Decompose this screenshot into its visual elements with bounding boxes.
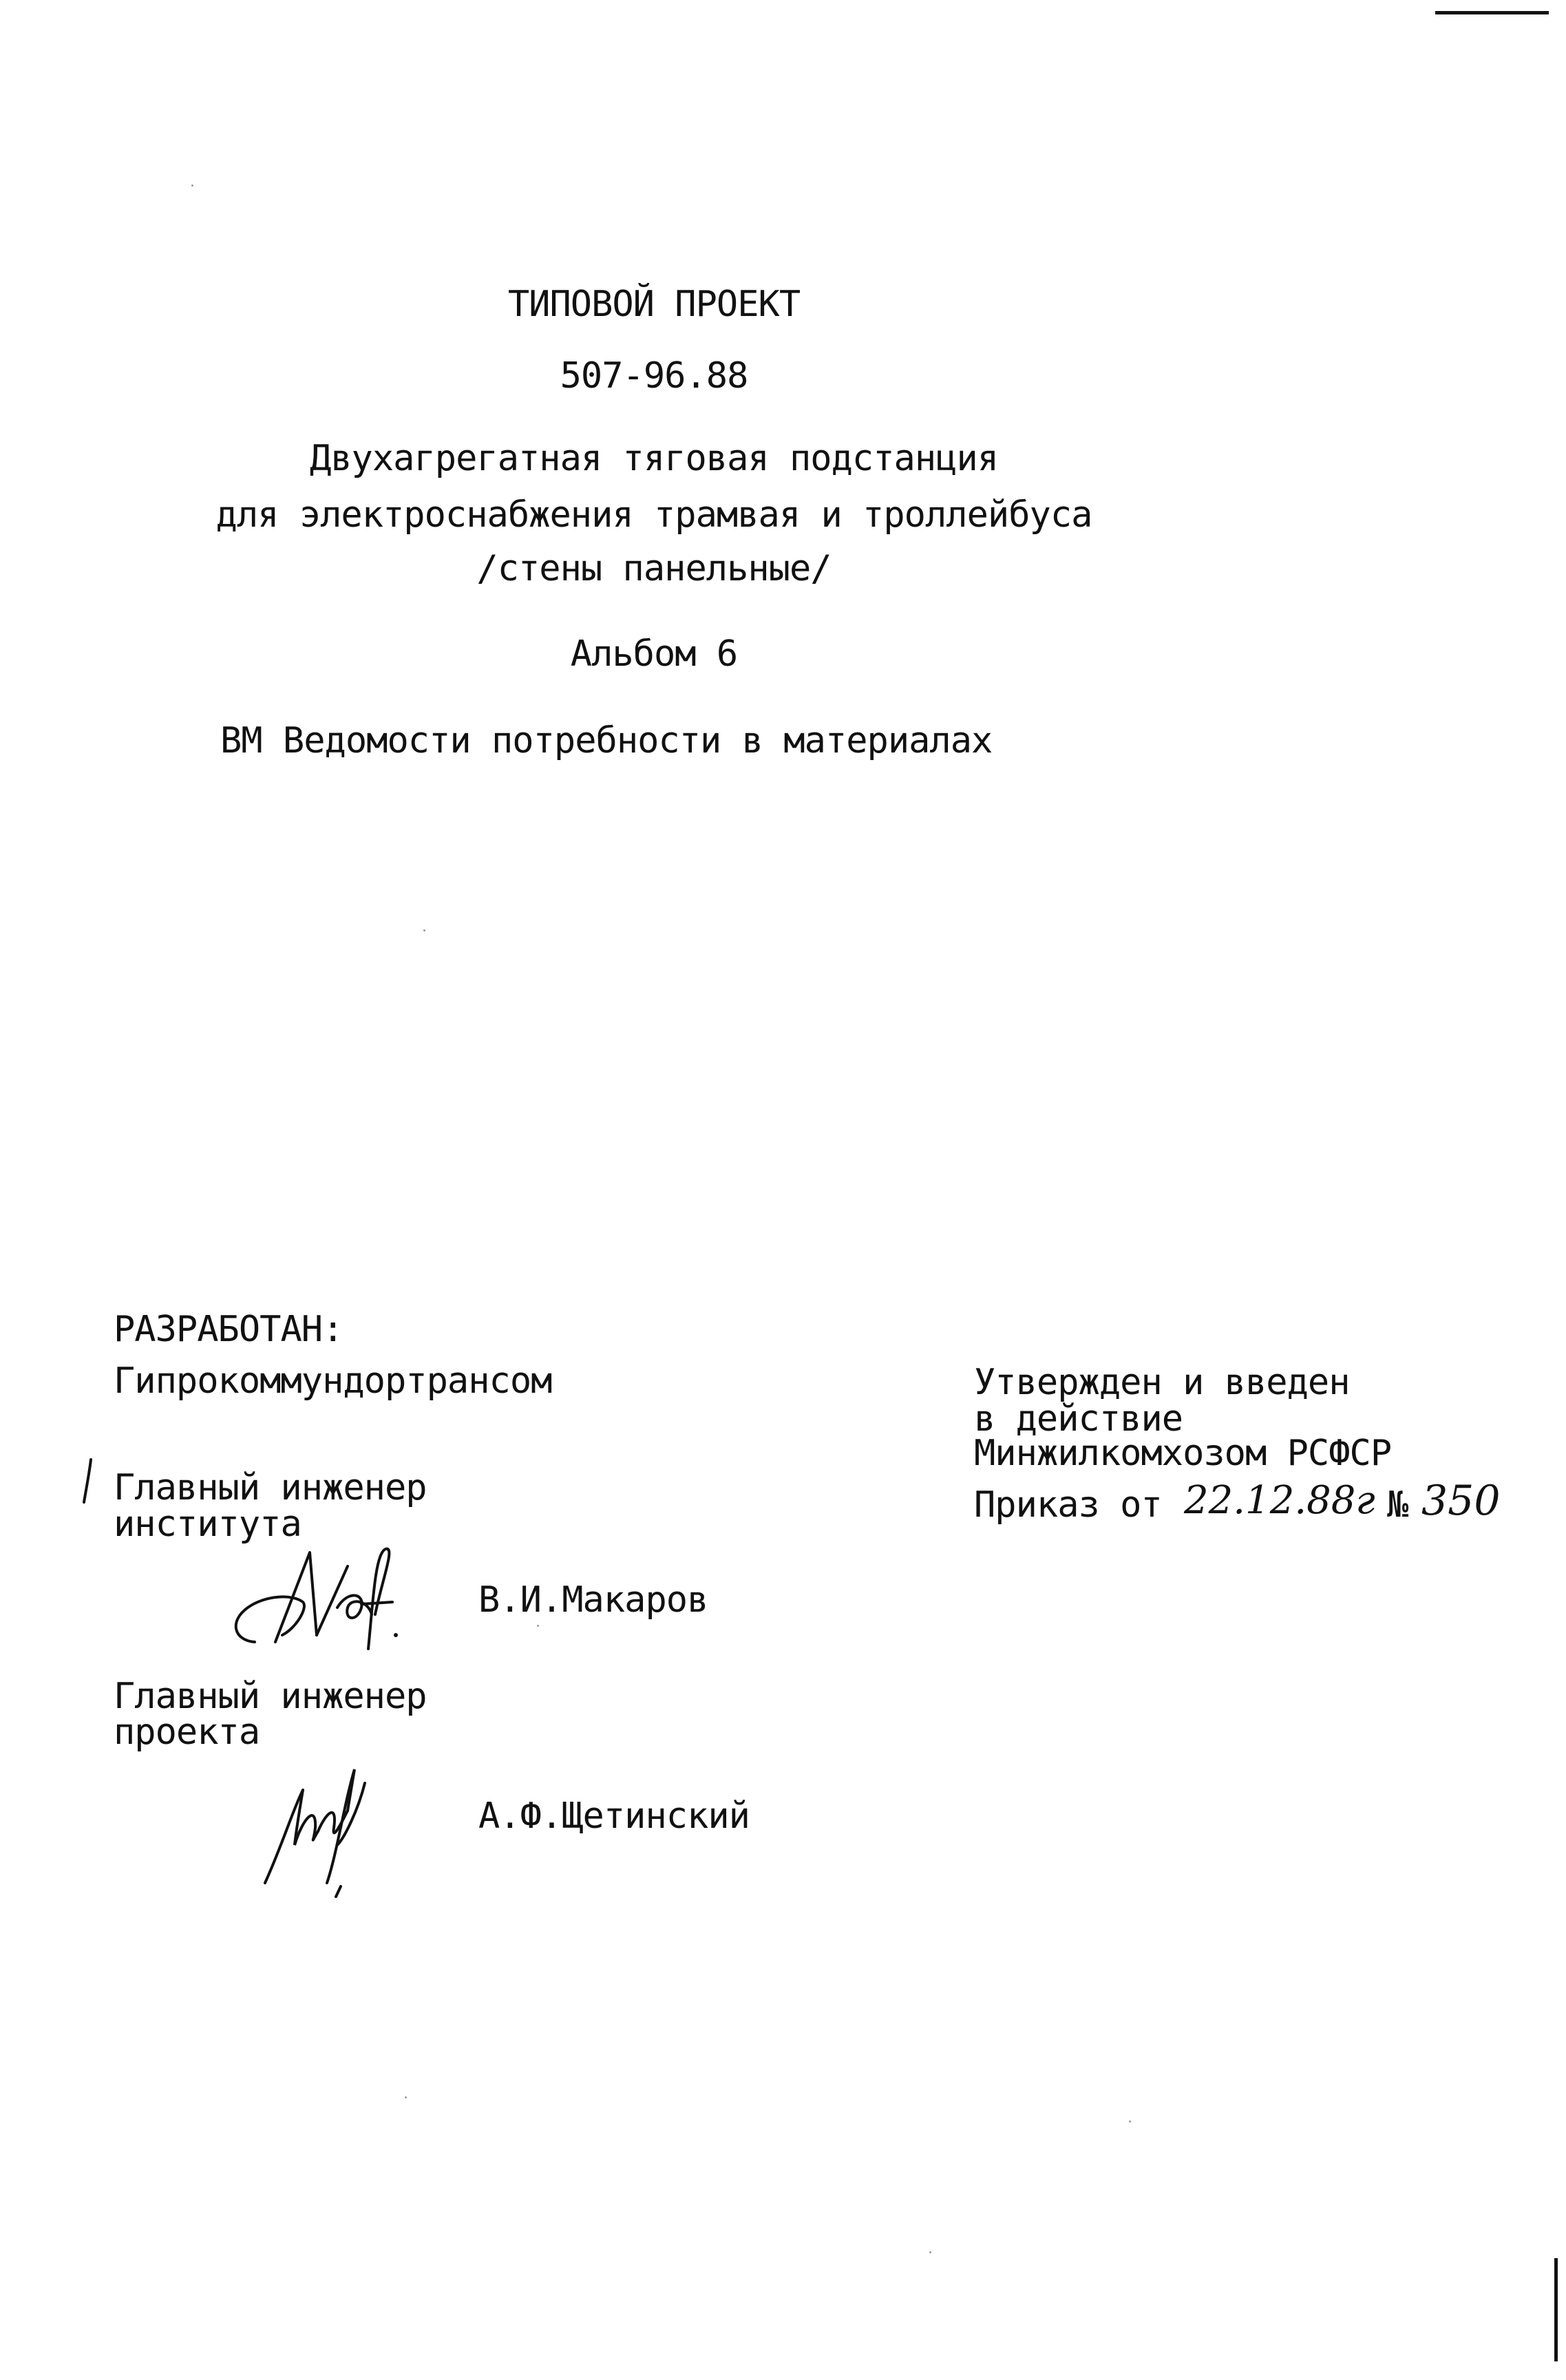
approval-order-prefix: Приказ от bbox=[974, 1484, 1162, 1526]
album-subject: ВМ Ведомости потребности в материалах bbox=[220, 720, 993, 761]
scan-speck bbox=[537, 1625, 539, 1627]
chief-engineer-project-name: А.Ф.Щетинский bbox=[478, 1795, 750, 1837]
project-description-line-2: для электроснабжения трамвая и троллейбуса bbox=[215, 494, 1092, 536]
scan-edge-mark-top bbox=[1435, 11, 1549, 14]
chief-engineer-institute-name: В.И.Макаров bbox=[478, 1579, 708, 1621]
album-number: Альбом 6 bbox=[570, 633, 738, 675]
approval-line-3: Минжилкомхозом РСФСР bbox=[974, 1433, 1392, 1474]
developer-organization: Гипрокоммундортрансом bbox=[114, 1360, 552, 1402]
scan-speck bbox=[191, 185, 193, 187]
approval-line-2: в действие bbox=[974, 1398, 1183, 1440]
project-description-line-3: /стены панельные/ bbox=[476, 548, 832, 589]
margin-pen-mark bbox=[81, 1458, 95, 1504]
approval-order-number-sign: № bbox=[1387, 1484, 1408, 1526]
document-heading: ТИПОВОЙ ПРОЕКТ bbox=[507, 284, 801, 325]
scan-speck bbox=[423, 929, 425, 931]
project-description-line-1: Двухагрегатная тяговая подстанция bbox=[309, 438, 999, 479]
chief-engineer-institute-title-line-1: Главный инженер bbox=[114, 1467, 427, 1508]
scan-speck bbox=[405, 2096, 407, 2098]
approval-order-date: 22.12.88г bbox=[1184, 1478, 1375, 1523]
project-number: 507-96.88 bbox=[560, 355, 748, 397]
approval-order-number: 350 bbox=[1421, 1477, 1501, 1525]
signature-makarov bbox=[227, 1539, 406, 1656]
chief-engineer-project-title-line-2: проекта bbox=[114, 1712, 260, 1753]
scan-speck bbox=[929, 2251, 931, 2253]
chief-engineer-institute-title-line-2: института bbox=[114, 1504, 301, 1545]
developer-label: РАЗРАБОТАН: bbox=[114, 1309, 343, 1350]
scan-edge-mark-bottom bbox=[1554, 2258, 1558, 2361]
signature-shchetinsky bbox=[262, 1762, 399, 1900]
scan-speck bbox=[1129, 2120, 1131, 2123]
approval-line-1: Утвержден и введен bbox=[974, 1362, 1350, 1403]
chief-engineer-project-title-line-1: Главный инженер bbox=[114, 1676, 427, 1717]
